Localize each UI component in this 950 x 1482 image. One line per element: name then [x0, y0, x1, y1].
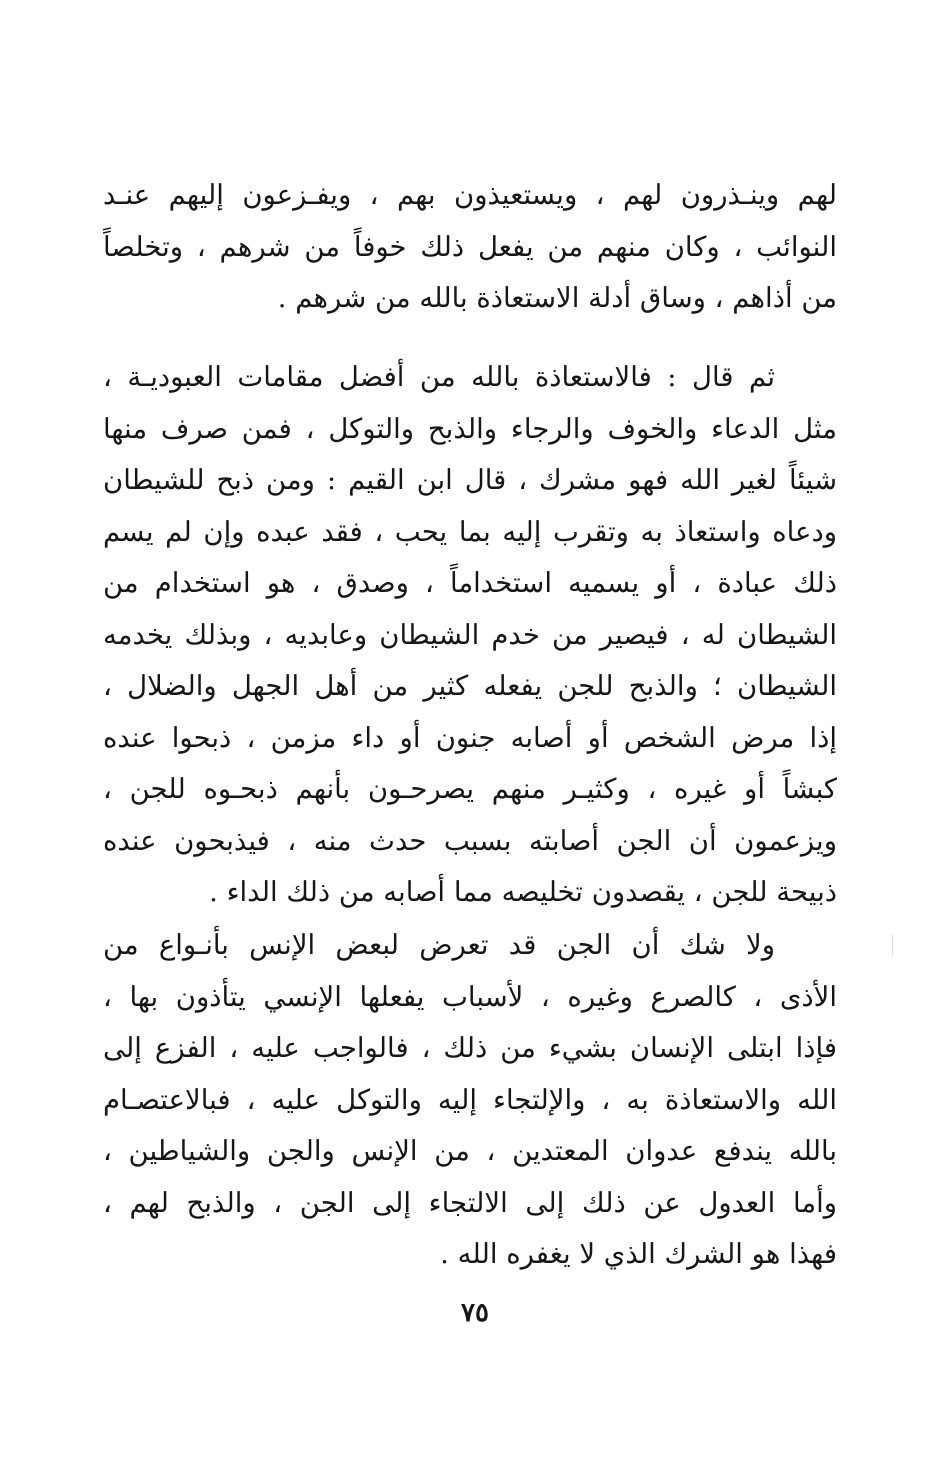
text-line: لهم وينـذرون لهم ، ويستعيذون بهم ، ويفـزعون إليهم عنـد: [103, 179, 837, 211]
text-line: الشيطان له ، فيصير من خدم الشيطان وعابديه ، وبذلك يخدمه: [103, 618, 837, 651]
text-line: الشيطان ؛ والذبح للجن يفعله كثير من أهل الجهل والضلال ،: [103, 670, 837, 702]
text-line: وأما العدول عن ذلك إلى الالتجاء إلى الجن ، والذبح لهم ،: [103, 1186, 837, 1219]
text-line: النوائب ، وكان منهم من يفعل ذلك خوفاً من شرهم ، وتخلصاً: [103, 230, 837, 263]
text-line: ثم قال : فالاستعاذة بالله من أفضل مقامات العبوديـة ،: [103, 361, 775, 393]
text-line: ذلك عبادة ، أو يسميه استخداماً ، وصدق ، هو استخدام من: [103, 567, 837, 599]
text-line: من أذاهم ، وساق أدلة الاستعاذة بالله من شرهم .: [277, 282, 837, 314]
text-line: ويزعمون أن الجن أصابته بسبب حدث منه ، فيذبحون عنده: [103, 824, 837, 857]
text-line: فهذا هو الشرك الذي لا يغفره الله .: [440, 1238, 837, 1270]
text-line: ذبيحة للجن ، يقصدون تخليصه مما أصابه من ذلك الداء .: [209, 876, 837, 908]
text-line: الأذى ، كالصرع وغيره ، لأسباب يفعلها الإنسي يتأذون بها ،: [103, 980, 837, 1013]
paragraph-1: [103, 170, 837, 325]
scan-artifact: [892, 935, 893, 955]
text-line: كبشاً أو غيره ، وكثيـر منهم يصرحـون بأنهم ذبحـوه للجن ،: [103, 773, 837, 805]
text-line: ولا شك أن الجن قد تعرض لبعض الإنس بأنـواع من: [103, 929, 775, 961]
text-line: إذا مرض الشخص أو أصابه جنون أو داء مزمن ، ذبحوا عنده: [103, 721, 837, 754]
text-line: بالله يندفع عدوان المعتدين ، من الإنس والجن والشياطين ،: [103, 1135, 837, 1167]
text-line: شيئاً لغير الله فهو مشرك ، قال ابن القيم : ومن ذبح للشيطان: [103, 464, 837, 496]
text-line: مثل الدعاء والخوف والرجاء والذبح والتوكل ، فمن صرف منها: [103, 412, 837, 445]
text-line: فإذا ابتلى الإنسان بشيء من ذلك ، فالواجب عليه ، الفزع إلى: [103, 1032, 837, 1064]
paragraph-3: [103, 920, 837, 1281]
text-line: الله والاستعاذة به ، والإلتجاء إليه والتوكل عليه ، فبالاعتصـام: [103, 1083, 837, 1116]
text-line: ودعاه واستعاذ به وتقرب إليه بما يحب ، فقد عبده وإن لم يسم: [103, 515, 837, 548]
page-number: ٧٥: [461, 1298, 489, 1328]
paragraph-2: [103, 352, 837, 919]
